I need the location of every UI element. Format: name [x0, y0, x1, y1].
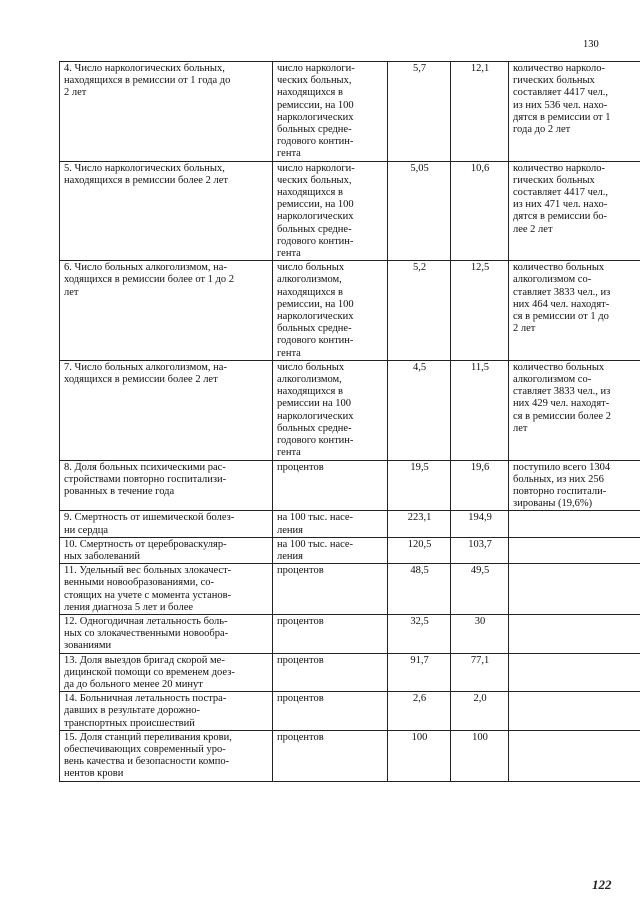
indicator-name-cell: 5. Число наркологических больных, находящихся в ремиссии более 2 лет: [60, 161, 273, 261]
table-row: [60, 161, 640, 261]
value-2-cell: 100: [451, 730, 509, 781]
value-1-cell: 5,7: [388, 62, 451, 162]
unit-cell: число наркологи- ческих больных, находящихся в ремиссии, на 100 наркологических больных средне- годового контин- гента: [273, 161, 388, 261]
table-row: [60, 653, 640, 692]
table-row: [60, 511, 640, 537]
page-number: 130: [583, 39, 599, 50]
indicator-name-cell: 14. Больничная летальность постра- давших в результате дорожно- транспортных происшествий: [60, 692, 273, 731]
indicator-name-cell: 4. Число наркологических больных, находящихся в ремиссии от 1 года до 2 лет: [60, 62, 273, 162]
table-row: [60, 261, 640, 361]
value-2-cell: 194,9: [451, 511, 509, 537]
indicator-name-cell: 12. Одногодичная летальность боль- ных со злокачественными новообра- зованиями: [60, 614, 273, 653]
table-row: [60, 614, 640, 653]
unit-cell: на 100 тыс. насе- ления: [273, 511, 388, 537]
indicators-table: [59, 61, 640, 782]
indicator-name-cell: 10. Смертность от цереброваскуляр- ных заболеваний: [60, 537, 273, 563]
unit-cell: процентов: [273, 460, 388, 511]
note-cell: [509, 564, 640, 615]
note-cell: [509, 692, 640, 731]
value-2-cell: 12,1: [451, 62, 509, 162]
table-row: [60, 460, 640, 511]
unit-cell: процентов: [273, 614, 388, 653]
table-row: [60, 537, 640, 563]
indicator-name-cell: 11. Удельный вес больных злокачест- венными новообразованиями, со- стоящих на учете с момента установ- ления диагноза 5 лет и более: [60, 564, 273, 615]
value-2-cell: 49,5: [451, 564, 509, 615]
value-1-cell: 2,6: [388, 692, 451, 731]
unit-cell: на 100 тыс. насе- ления: [273, 537, 388, 563]
unit-cell: процентов: [273, 692, 388, 731]
table-row: [60, 730, 640, 781]
unit-cell: число наркологи- ческих больных, находящихся в ремиссии, на 100 наркологических больных средне- годового контин- гента: [273, 62, 388, 162]
value-2-cell: 77,1: [451, 653, 509, 692]
note-cell: количество нарколо- гических больных составляет 4417 чел., из них 471 чел. нахо- дятся в ремиссии бо- лее 2 лет: [509, 161, 640, 261]
value-2-cell: 19,6: [451, 460, 509, 511]
value-2-cell: 2,0: [451, 692, 509, 731]
value-2-cell: 30: [451, 614, 509, 653]
unit-cell: процентов: [273, 653, 388, 692]
note-cell: [509, 730, 640, 781]
value-2-cell: 12,5: [451, 261, 509, 361]
table-row: [60, 564, 640, 615]
handwritten-page-mark: 122: [592, 877, 612, 892]
note-cell: [509, 614, 640, 653]
value-1-cell: 5,2: [388, 261, 451, 361]
indicator-name-cell: 6. Число больных алкоголизмом, на- ходящихся в ремиссии более от 1 до 2 лет: [60, 261, 273, 361]
indicator-name-cell: 15. Доля станций переливания крови, обеспечивающих современный уро- вень качества и безопасности компо- нентов крови: [60, 730, 273, 781]
note-cell: количество больных алкоголизмом со- ставляет 3833 чел., из них 429 чел. находят- ся в ремиссии более 2 лет: [509, 360, 640, 460]
value-2-cell: 10,6: [451, 161, 509, 261]
note-cell: количество нарколо- гических больных составляет 4417 чел., из них 536 чел. нахо- дятся в ремиссии от 1 года до 2 лет: [509, 62, 640, 162]
unit-cell: процентов: [273, 564, 388, 615]
value-1-cell: 223,1: [388, 511, 451, 537]
table-row: [60, 62, 640, 162]
unit-cell: число больных алкоголизмом, находящихся в ремиссии на 100 наркологических больных средне- годового контин- гента: [273, 360, 388, 460]
value-1-cell: 100: [388, 730, 451, 781]
unit-cell: процентов: [273, 730, 388, 781]
note-cell: [509, 653, 640, 692]
table-row: [60, 360, 640, 460]
table-row: [60, 692, 640, 731]
note-cell: количество больных алкоголизмом со- ставляет 3833 чел., из них 464 чел. находят- ся в ремиссии от 1 до 2 лет: [509, 261, 640, 361]
value-2-cell: 103,7: [451, 537, 509, 563]
value-1-cell: 19,5: [388, 460, 451, 511]
value-1-cell: 91,7: [388, 653, 451, 692]
indicator-name-cell: 7. Число больных алкоголизмом, на- ходящихся в ремиссии более 2 лет: [60, 360, 273, 460]
note-cell: [509, 511, 640, 537]
value-1-cell: 4,5: [388, 360, 451, 460]
note-cell: [509, 537, 640, 563]
indicator-name-cell: 9. Смертность от ишемической болез- ни сердца: [60, 511, 273, 537]
note-cell: поступило всего 1304 больных, из них 256 повторно госпитали- зированы (19,6%): [509, 460, 640, 511]
value-2-cell: 11,5: [451, 360, 509, 460]
value-1-cell: 120,5: [388, 537, 451, 563]
unit-cell: число больных алкоголизмом, находящихся в ремиссии, на 100 наркологических больных средне- годового контин- гента: [273, 261, 388, 361]
value-1-cell: 48,5: [388, 564, 451, 615]
indicator-name-cell: 8. Доля больных психическими рас- стройствами повторно госпитализи- рованных в течение года: [60, 460, 273, 511]
indicator-name-cell: 13. Доля выездов бригад скорой ме- дицинской помощи со временем доез- да до больного менее 20 минут: [60, 653, 273, 692]
value-1-cell: 5,05: [388, 161, 451, 261]
value-1-cell: 32,5: [388, 614, 451, 653]
